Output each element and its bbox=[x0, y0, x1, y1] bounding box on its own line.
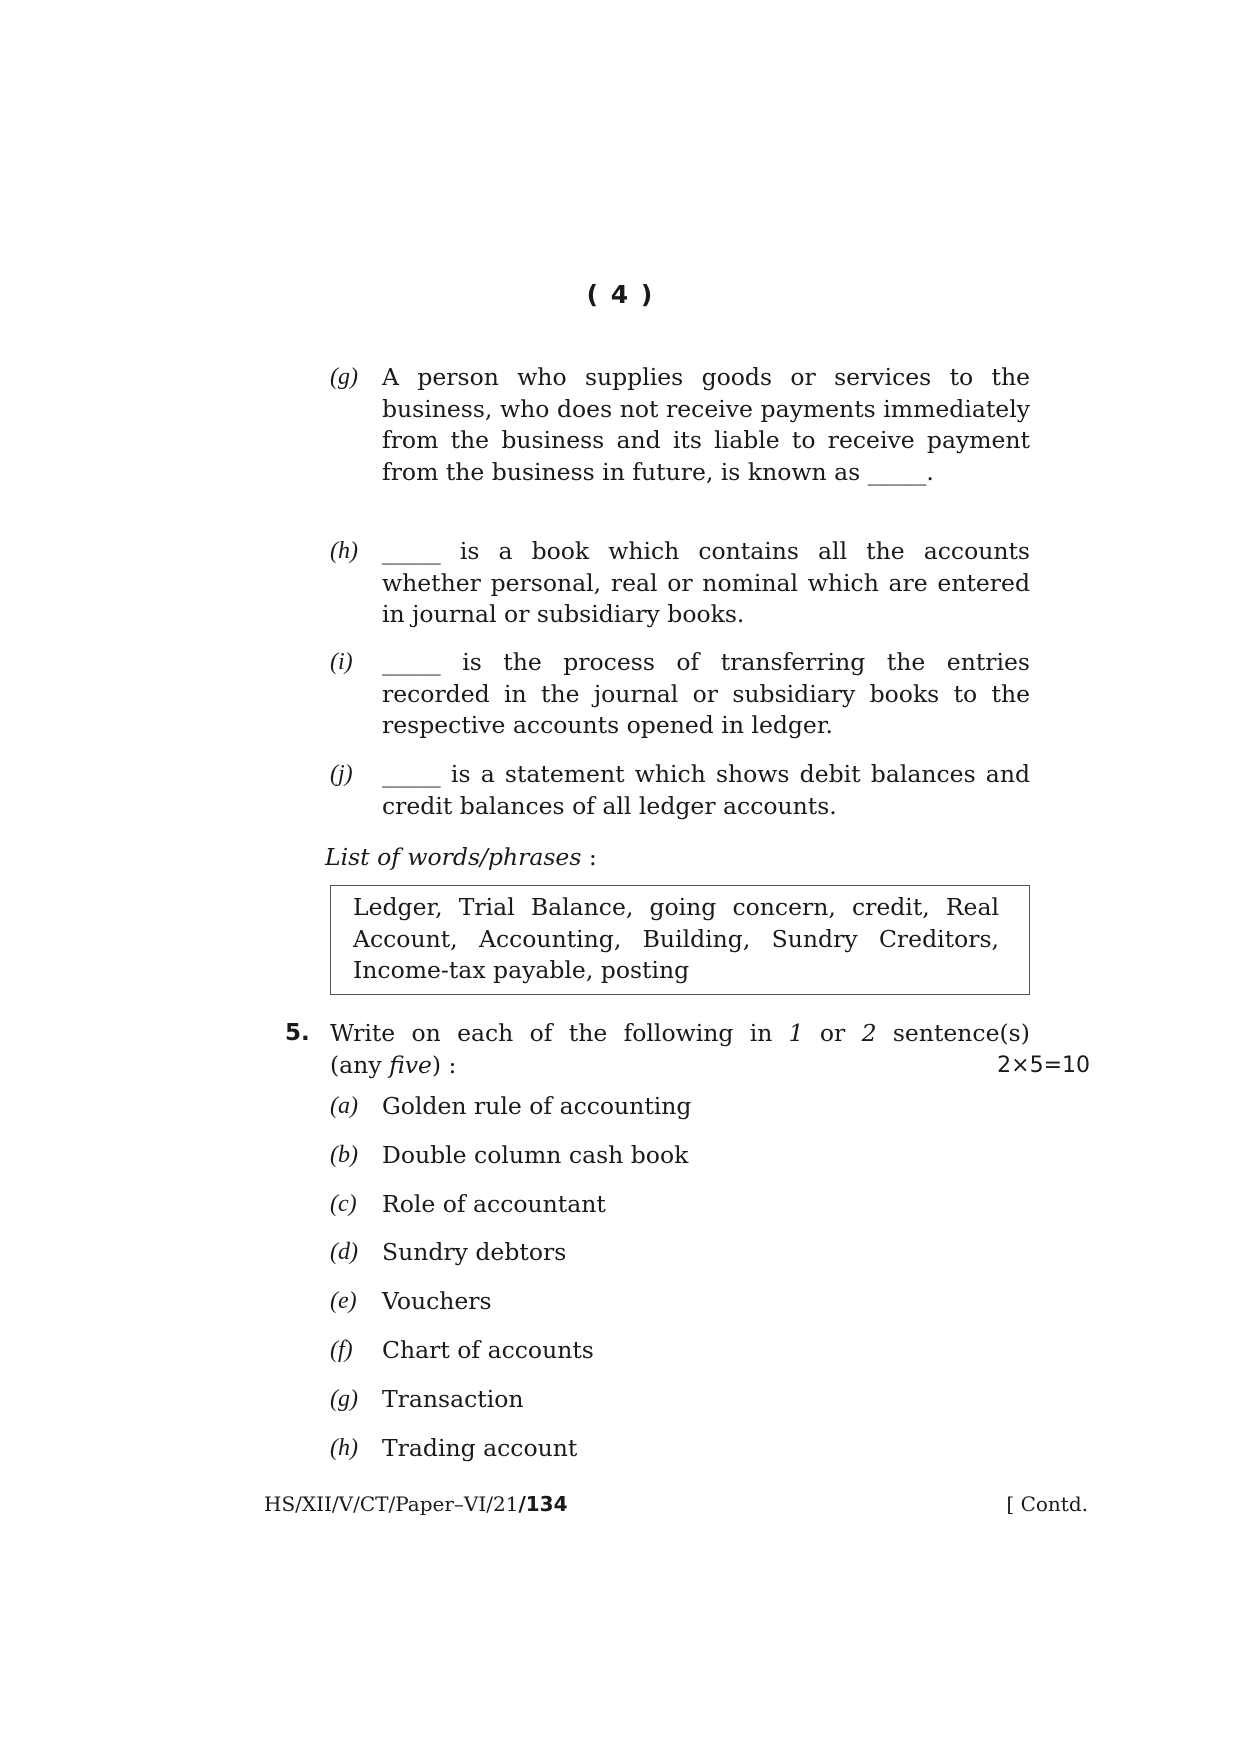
marks-allocation: 2×5=10 bbox=[997, 1052, 1090, 1078]
question-item-g bbox=[330, 362, 1030, 488]
sub-item-a bbox=[330, 1091, 691, 1123]
continued-note: [ Contd. bbox=[1006, 1492, 1088, 1516]
sub-item-h bbox=[330, 1433, 577, 1465]
any-five-suffix: ) : bbox=[431, 1050, 457, 1079]
item-text: Vouchers bbox=[382, 1287, 492, 1315]
instruction-word: of bbox=[529, 1019, 553, 1047]
item-label: (h) bbox=[330, 538, 358, 564]
any-five-italic: five bbox=[389, 1050, 432, 1079]
item-label: (j) bbox=[330, 761, 353, 787]
item-text: Chart of accounts bbox=[382, 1336, 594, 1364]
sub-item-d bbox=[330, 1237, 566, 1269]
question-number: 5. bbox=[285, 1020, 310, 1046]
item-label: (i) bbox=[330, 649, 353, 675]
instruction-word: the bbox=[568, 1019, 608, 1047]
paper-code-number: /134 bbox=[518, 1492, 568, 1516]
question-item-h bbox=[330, 536, 1030, 631]
sub-item-c bbox=[330, 1189, 606, 1221]
item-label: (a) bbox=[330, 1093, 358, 1119]
word-list-heading-suffix: : bbox=[581, 843, 597, 871]
paper-code-prefix: HS/XII/V/CT/Paper–VI/21 bbox=[264, 1492, 519, 1516]
question-5 bbox=[285, 1018, 1090, 1081]
item-text: Golden rule of accounting bbox=[382, 1092, 692, 1120]
item-label: (h) bbox=[330, 1435, 358, 1461]
sub-item-g bbox=[330, 1384, 524, 1416]
instruction-word: Write bbox=[330, 1019, 396, 1047]
instruction-line-2 bbox=[330, 1050, 1090, 1082]
question-item-i bbox=[330, 647, 1030, 742]
instruction-line-1 bbox=[330, 1018, 1030, 1050]
instruction-word: following bbox=[623, 1019, 734, 1047]
paper-code bbox=[264, 1492, 568, 1516]
sub-item-e bbox=[330, 1286, 492, 1318]
item-text: _____ is a book which contains all the accounts whether personal, real or nominal which are entered in journal or subsidiary books. bbox=[382, 537, 1030, 628]
word-list-box: Ledger, Trial Balance, going concern, credit, Real Account, Accounting, Building, Sundry Creditors, Income-tax payable, posting bbox=[330, 885, 1030, 995]
item-text: A person who supplies goods or services to the business, who does not receive payments immediately from the business and its liable to receive payment from the business in future, is known as _____. bbox=[382, 363, 1030, 486]
instruction-word: on bbox=[411, 1019, 441, 1047]
question-5-instruction bbox=[330, 1018, 1090, 1081]
item-label: (f) bbox=[330, 1337, 353, 1363]
item-text: _____ is the process of transferring the entries recorded in the journal or subsidiary books to the respective accounts opened in ledger. bbox=[382, 648, 1030, 739]
instruction-word: sentence(s) bbox=[892, 1019, 1030, 1047]
instruction-word: 1 bbox=[788, 1019, 804, 1047]
item-text: Double column cash book bbox=[382, 1141, 689, 1169]
item-label: (e) bbox=[330, 1288, 357, 1314]
word-list-heading bbox=[325, 842, 597, 874]
instruction-word: 2 bbox=[861, 1019, 877, 1047]
question-item-j bbox=[330, 759, 1030, 822]
item-text: Role of accountant bbox=[382, 1190, 606, 1218]
item-label: (g) bbox=[330, 1386, 358, 1412]
sub-item-f bbox=[330, 1335, 594, 1367]
item-text: Sundry debtors bbox=[382, 1238, 567, 1266]
word-list-heading-italic: List of words/phrases bbox=[325, 843, 582, 871]
item-label: (c) bbox=[330, 1191, 357, 1217]
item-label: (g) bbox=[330, 364, 358, 390]
item-label: (d) bbox=[330, 1239, 358, 1265]
item-text: Transaction bbox=[382, 1385, 524, 1413]
sub-item-b bbox=[330, 1140, 688, 1172]
any-five-prefix: (any bbox=[330, 1050, 390, 1079]
instruction-word: in bbox=[749, 1019, 773, 1047]
item-text: _____ is a statement which shows debit balances and credit balances of all ledger accounts. bbox=[382, 760, 1030, 820]
page-number: ( 4 ) bbox=[586, 280, 655, 309]
item-text: Trading account bbox=[382, 1434, 578, 1462]
instruction-word: each bbox=[457, 1019, 514, 1047]
instruction-word: or bbox=[819, 1019, 846, 1047]
item-label: (b) bbox=[330, 1142, 358, 1168]
any-five-note bbox=[330, 1050, 456, 1082]
